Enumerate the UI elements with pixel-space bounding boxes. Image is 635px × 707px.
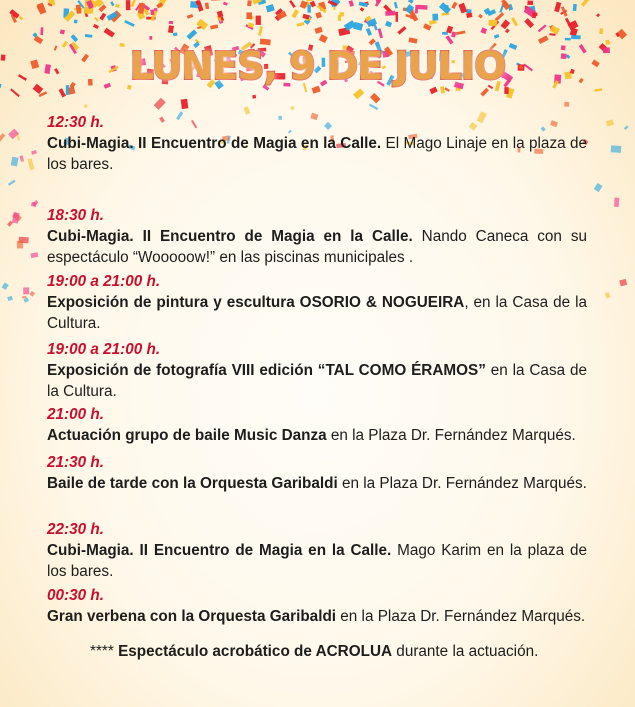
confetti-piece <box>31 150 37 155</box>
confetti-piece <box>74 20 78 24</box>
confetti-piece <box>394 2 398 9</box>
event-details: El Mago Linaje en la plaza de los bares. <box>47 135 587 173</box>
confetti-piece <box>432 14 438 21</box>
confetti-piece <box>369 104 378 110</box>
confetti-piece <box>538 24 547 32</box>
confetti-piece <box>154 98 166 110</box>
confetti-piece <box>494 34 500 39</box>
event-time: 21:30 h. <box>47 454 104 471</box>
confetti-piece <box>0 133 5 142</box>
event-item <box>47 339 587 402</box>
confetti-piece <box>385 21 392 28</box>
confetti-piece <box>571 35 581 39</box>
confetti-piece <box>211 0 222 1</box>
event-item <box>47 452 587 494</box>
confetti-piece <box>8 180 16 186</box>
event-time: 12:30 h. <box>47 114 104 131</box>
confetti-piece <box>396 12 399 22</box>
event-title: Cubi-Magia. II Encuentro de Magia en la Calle. <box>47 542 392 559</box>
confetti-piece <box>252 95 256 99</box>
event-details: en la Plaza Dr. Fernández Marqués. <box>337 475 587 492</box>
confetti-piece <box>258 26 263 36</box>
confetti-piece <box>210 24 218 29</box>
confetti-piece <box>370 93 380 103</box>
confetti-piece <box>581 0 589 7</box>
confetti-piece <box>187 14 193 19</box>
confetti-piece <box>246 12 252 19</box>
confetti-piece <box>442 32 448 35</box>
confetti-piece <box>614 198 619 207</box>
confetti-piece <box>296 22 304 27</box>
confetti-piece <box>596 13 600 17</box>
confetti-piece <box>408 0 414 4</box>
confetti-piece <box>2 282 9 289</box>
confetti-piece <box>505 28 510 33</box>
confetti-piece <box>605 292 611 299</box>
event-item <box>47 271 587 334</box>
confetti-piece <box>488 20 497 27</box>
confetti-piece <box>549 33 555 36</box>
confetti-piece <box>10 88 20 97</box>
confetti-piece <box>302 14 309 20</box>
confetti-piece <box>149 36 152 40</box>
event-title: Exposición de pintura y escultura OSORIO & NOGUEIRA <box>47 294 465 311</box>
confetti-piece <box>538 35 549 44</box>
event-item <box>47 519 587 582</box>
confetti-piece <box>23 287 29 294</box>
confetti-piece <box>456 30 466 35</box>
event-title: Actuación grupo de baile Music Danza <box>47 427 327 444</box>
confetti-piece <box>115 4 120 8</box>
confetti-piece <box>307 5 310 13</box>
confetti-piece <box>27 158 34 170</box>
confetti-piece <box>624 125 629 129</box>
event-item <box>47 205 587 268</box>
confetti-piece <box>333 7 335 10</box>
confetti-piece <box>397 26 406 35</box>
confetti-piece <box>564 102 569 107</box>
confetti-piece <box>385 11 395 16</box>
confetti-piece <box>168 25 174 33</box>
confetti-piece <box>150 10 154 16</box>
event-details: Mago Karim en la plaza de los bares. <box>47 542 587 580</box>
confetti-piece <box>319 34 328 43</box>
event-time: 22:30 h. <box>47 521 104 538</box>
confetti-piece <box>11 157 19 167</box>
confetti-piece <box>84 104 88 108</box>
confetti-piece <box>197 26 201 29</box>
confetti-piece <box>451 31 456 37</box>
note-prefix: **** <box>90 643 119 660</box>
confetti-piece <box>527 1 533 6</box>
confetti-piece <box>94 17 99 22</box>
note-details: durante la actuación. <box>392 643 539 660</box>
confetti-piece <box>501 19 511 29</box>
event-details: en la Plaza Dr. Fernández Marqués. <box>326 427 576 444</box>
event-title: Cubi-Magia. II Encuentro de Magia en la Calle. <box>47 228 413 245</box>
confetti-piece <box>126 0 131 10</box>
event-time: 21:00 h. <box>47 406 104 423</box>
confetti-piece <box>466 12 473 18</box>
confetti-piece <box>40 27 43 35</box>
event-details: , en la Casa de la Cultura. <box>47 294 587 332</box>
event-item <box>47 112 587 175</box>
confetti-piece <box>532 12 537 16</box>
confetti-piece <box>495 12 505 21</box>
event-time: 00:30 h. <box>47 587 104 604</box>
confetti-piece <box>29 291 35 297</box>
event-title: Baile de tarde con la Orquesta Garibaldi <box>47 475 338 492</box>
confetti-piece <box>524 18 534 28</box>
confetti-piece <box>266 4 275 12</box>
confetti-piece <box>104 28 115 38</box>
page-title: LUNES, 9 DE JULIO <box>129 44 506 88</box>
confetti-piece <box>445 5 449 10</box>
event-details: en la Plaza Dr. Fernández Marqués. <box>336 608 586 625</box>
event-details: en la Casa de la Cultura. <box>47 362 587 400</box>
confetti-piece <box>187 29 198 39</box>
confetti-piece <box>169 21 173 24</box>
confetti-piece <box>481 27 488 34</box>
confetti-piece <box>458 3 467 14</box>
confetti-piece <box>247 0 252 6</box>
confetti-piece <box>76 5 82 14</box>
confetti-piece <box>131 0 136 7</box>
event-item <box>47 404 587 446</box>
event-title: Cubi-Magia. II Encuentro de Magia en la Calle. <box>47 135 382 152</box>
confetti-piece <box>17 241 23 249</box>
event-time: 18:30 h. <box>47 207 104 224</box>
confetti-piece <box>173 33 177 36</box>
confetti-piece <box>7 296 13 301</box>
confetti-piece <box>511 17 518 26</box>
confetti-piece <box>408 37 417 43</box>
confetti-piece <box>573 4 577 11</box>
event-time: 19:00 a 21:00 h. <box>47 273 161 290</box>
confetti-piece <box>19 16 23 20</box>
event-title: Gran verbena con la Orquesta Garibaldi <box>47 608 337 625</box>
confetti-piece <box>417 5 427 10</box>
confetti-piece <box>59 88 66 97</box>
confetti-piece <box>360 7 365 11</box>
confetti-piece <box>110 1 114 6</box>
confetti-piece <box>314 27 322 34</box>
confetti-piece <box>339 12 344 16</box>
event-details: Nando Caneca con su espectáculo “Wooooow!” en las piscinas municipales . <box>47 228 587 266</box>
confetti-piece <box>565 18 572 27</box>
confetti-piece <box>289 0 296 8</box>
confetti-piece <box>315 12 322 19</box>
confetti-piece <box>451 2 457 9</box>
confetti-piece <box>349 0 354 7</box>
event-time: 19:00 a 21:00 h. <box>47 341 161 358</box>
confetti-piece <box>30 252 38 258</box>
confetti-piece <box>71 34 79 42</box>
confetti-piece <box>8 129 19 140</box>
confetti-piece <box>594 88 602 92</box>
event-title: Exposición de fotografía VIII edición “TAL COMO ÉRAMOS” <box>47 362 486 379</box>
confetti-piece <box>205 2 209 9</box>
confetti-piece <box>181 99 189 109</box>
confetti-piece <box>20 155 24 162</box>
confetti-piece <box>99 13 106 21</box>
confetti-piece <box>478 14 483 19</box>
confetti-piece <box>554 2 561 12</box>
confetti-piece <box>611 145 622 153</box>
confetti-piece <box>85 34 93 38</box>
confetti-piece <box>606 119 614 126</box>
confetti-piece <box>378 28 383 38</box>
confetti-piece <box>292 9 299 18</box>
confetti-piece <box>223 2 228 6</box>
footnote <box>90 643 538 661</box>
confetti-piece <box>480 88 489 97</box>
confetti-piece <box>619 279 627 287</box>
confetti-piece <box>366 28 372 36</box>
confetti-piece <box>439 2 451 14</box>
confetti-piece <box>124 20 134 27</box>
confetti-piece <box>565 38 571 41</box>
confetti-piece <box>353 88 364 99</box>
confetti-piece <box>93 24 99 29</box>
confetti-piece <box>599 28 603 34</box>
note-title: Espectáculo acrobático de ACROLUA <box>118 643 393 660</box>
event-item <box>47 585 587 627</box>
confetti-piece <box>594 183 603 192</box>
confetti-piece <box>256 16 261 25</box>
confetti-piece <box>504 87 508 94</box>
confetti-piece <box>60 29 65 34</box>
confetti-piece <box>12 212 20 224</box>
confetti-piece <box>290 106 295 111</box>
